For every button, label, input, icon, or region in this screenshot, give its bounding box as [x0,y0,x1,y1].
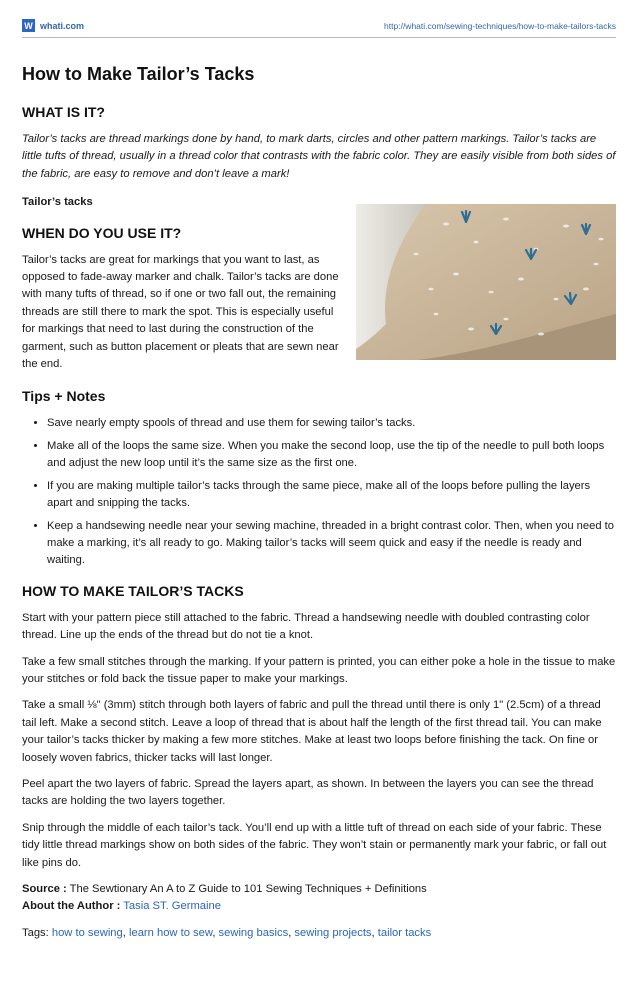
tags-label: Tags: [22,926,49,939]
how-step: Start with your pattern piece still attached to the fabric. Thread a handsewing needle with doubled contrasting color thread. Line up the ends of the thread but do not tie a knot. [22,611,590,642]
page-url-link[interactable]: http://whati.com/sewing-techniques/how-to-make-tailors-tacks [384,21,616,31]
tag-link[interactable]: learn how to sew [128,926,213,939]
how-step: Take a few small stitches through the marking. If your pattern is printed, you can either poke a hole in the tissue to make your stitches or fold back the tissue paper to make your markings. [22,655,616,685]
article [22,63,616,942]
tag-link[interactable]: tailor tacks [377,926,432,939]
list-item: • Make all of the loops the same size. When you make the second loop, use the tip of the needle to pull both loops and adjust the new loop until it’s the same size as the first one. [47,438,616,473]
site-brand[interactable] [22,19,84,32]
when-body: Tailor’s tacks are great for markings that you want to last, as opposed to fade-away marker and chalk. Tailor’s tacks are done with many tufts of thread, so if one or two fall out, the remaining threads are still there to mark the spot. This is especially useful for markings that need to last during the construction of the garment, such as button placement or pleats that are sewn near the end. [22,253,339,371]
when-heading: WHEN DO YOU USE IT? [22,224,182,241]
how-step: Snip through the middle of each tailor’s tack. You’ll end up with a little tuft of thread on each side of your fabric. These tidy little thread markings show on both sides of the fabric. They won’t stain or permanently mark your fabric, or fall out like pins do. [22,821,607,869]
tag-link[interactable]: how to sewing [51,926,123,939]
tag-link[interactable]: sewing basics [218,926,289,939]
author-line [22,898,616,915]
author-link[interactable]: Tasia ST. Germaine [123,900,221,913]
fabric-illustration [356,204,616,360]
tailors-tacks-photo [356,204,616,360]
tag-link[interactable]: sewing projects [294,926,372,939]
tips-list [22,415,616,569]
source-line [22,881,616,898]
what-body: Tailor’s tacks are thread markings done by hand, to mark darts, circles and other pattern markings. Tailor’s tacks are little tufts of thread, usually in a thread color that contrasts with the fabric color. They are easily visible from both sides of the fabric, are easy to remove and don’t leave a mark! [22,133,616,180]
page-header [0,0,638,38]
what-heading: WHAT IS IT? [22,104,105,120]
list-item: • Save nearly empty spools of thread and use them for sewing tailor’s tacks. [47,415,616,432]
page-title: How to Make Tailor’s Tacks [22,64,255,84]
how-step: Take a small ⅛" (3mm) stitch through both layers of fabric and pull the thread until there is only 1" (2.5cm) of a thread tail left. Make a second stitch. Leave a loop of thread that is about half the length of the first thread tail. You can make your tailor’s tacks thicker by making a few more stitches. Make at least two loops before finishing the tack. On fine or loosely woven fabrics, thicker tacks will last longer. [22,699,602,764]
list-item: • If you are making multiple tailor’s tacks through the same piece, make all of the loops before pulling the layers apart and snipping the tacks. [47,478,616,513]
tags-line: Tags: how to sewing, learn how to sew, sewing basics, sewing projects, tailor tacks [22,926,432,939]
tips-heading: Tips + Notes [22,388,106,405]
site-name-link[interactable]: whati.com [40,20,85,31]
how-step: Peel apart the two layers of fabric. Spread the layers apart, as shown. In between the layers you can see the thread tacks are holding the two layers together. [22,777,594,808]
source-label: Source : [22,883,67,895]
list-item: • Keep a handsewing needle near your sewing machine, threaded in a bright contrast color. Then, when you need to make a marking, it’s all ready to go. Making tailor’s tacks will seem quick and easy if the needle is ready and waiting. [47,518,616,570]
how-heading: HOW TO MAKE TAILOR’S TACKS [22,582,244,599]
source-text: The Sewtionary An A to Z Guide to 101 Sewing Techniques + Definitions [69,883,427,895]
image-caption: Tailor’s tacks [22,196,93,209]
author-label: About the Author : [22,900,121,913]
header-divider [22,37,616,38]
site-logo-icon: W [22,19,35,32]
